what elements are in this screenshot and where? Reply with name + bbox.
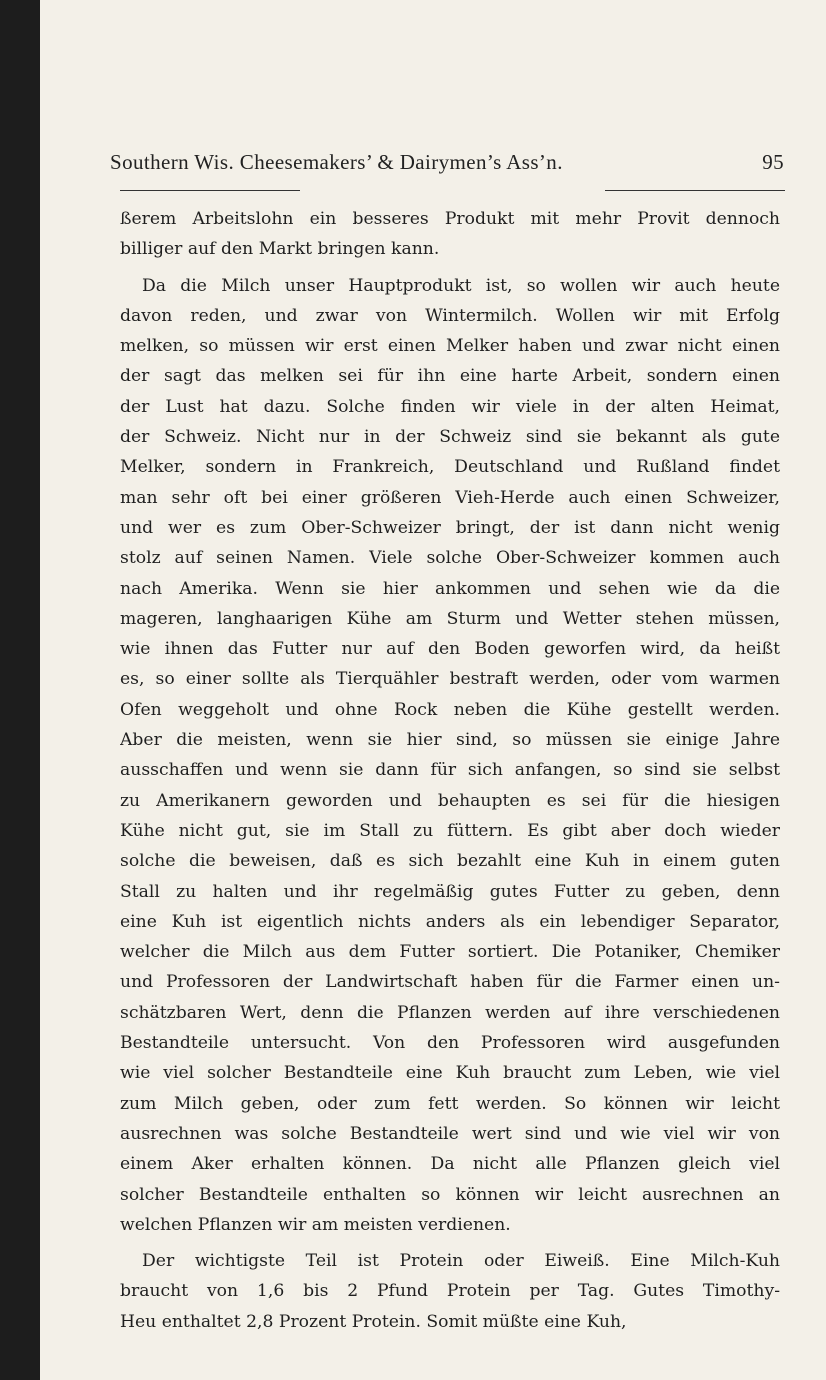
text-line: man sehr oft bei einer größeren Vieh-Herde auch einen Schweizer, — [120, 487, 780, 508]
text-line: melken, so müssen wir erst einen Melker haben und zwar nicht einen — [120, 336, 780, 357]
text-line: nach Amerika. Wenn sie hier ankommen und sehen wie da die — [120, 578, 780, 599]
text-line: solche die beweisen, daß es sich bezahlt eine Kuh in einem guten — [120, 851, 780, 872]
text-line: davon reden, und zwar von Wintermilch. Wollen wir mit Erfolg — [120, 305, 780, 326]
text-line: zum Milch geben, oder zum fett werden. So können wir leicht — [120, 1093, 780, 1114]
text-line: es, so einer sollte als Tierquähler bestraft werden, oder vom warmen — [120, 669, 780, 690]
text-line: Aber die meisten, wenn sie hier sind, so müssen sie einige Jahre — [120, 730, 780, 751]
text-line: Heu enthaltet 2,8 Prozent Protein. Somit müßte eine Kuh, — [120, 1311, 627, 1332]
text-line: Stall zu halten und ihr regelmäßig gutes Futter zu geben, denn — [120, 881, 780, 902]
text-line: wie viel solcher Bestandteile eine Kuh braucht zum Leben, wie viel — [120, 1063, 780, 1084]
text-line: billiger auf den Markt bringen kann. — [120, 239, 440, 260]
header-rule-left — [120, 190, 300, 191]
header-rule-right — [605, 190, 785, 191]
text-line: ausschaffen und wenn sie dann für sich anfangen, so sind sie selbst — [120, 760, 780, 781]
text-line: welcher die Milch aus dem Futter sortiert. Die Potaniker, Chemiker — [120, 942, 780, 963]
text-line: der sagt das melken sei für ihn eine harte Arbeit, sondern einen — [120, 366, 780, 387]
text-line: Ofen weggeholt und ohne Rock neben die Kühe gestellt werden. — [120, 699, 780, 720]
text-line: Da die Milch unser Hauptprodukt ist, so wollen wir auch heute — [142, 275, 780, 296]
text-line: wie ihnen das Futter nur auf den Boden geworfen wird, da heißt — [120, 639, 780, 660]
page-number: 95 — [762, 150, 784, 174]
text-line: stolz auf seinen Namen. Viele solche Ober-Schweizer kommen auch — [120, 548, 780, 569]
paragraph — [120, 1246, 780, 1337]
paragraph — [120, 204, 780, 265]
text-line: ßerem Arbeitslohn ein besseres Produkt mit mehr Provit dennoch — [120, 209, 780, 229]
text-line: zu Amerikanern geworden und behaupten es sei für die hiesigen — [120, 790, 780, 811]
running-header — [110, 150, 784, 180]
text-line: welchen Pflanzen wir am meisten verdienen. — [120, 1214, 511, 1235]
text-line: Der wichtigste Teil ist Protein oder Eiweiß. Eine Milch-Kuh — [142, 1251, 780, 1272]
text-line: und wer es zum Ober-Schweizer bringt, der ist dann nicht wenig — [120, 517, 780, 538]
text-line: braucht von 1,6 bis 2 Pfund Protein per Tag. Gutes Timothy- — [120, 1281, 780, 1302]
body-text — [120, 204, 780, 1337]
text-line: mageren, langhaarigen Kühe am Sturm und Wetter stehen müssen, — [120, 608, 780, 629]
text-line: Kühe nicht gut, sie im Stall zu füttern. Es gibt aber doch wieder — [120, 820, 780, 841]
text-line: schätzbaren Wert, denn die Pflanzen werden auf ihre verschiedenen — [120, 1002, 780, 1023]
text-line: eine Kuh ist eigentlich nichts anders als ein lebendiger Separator, — [120, 911, 780, 932]
text-line: und Professoren der Landwirtschaft haben für die Farmer einen un- — [120, 972, 780, 993]
text-line: einem Aker erhalten können. Da nicht alle Pflanzen gleich viel — [120, 1154, 780, 1175]
book-binding-edge — [0, 0, 40, 1380]
text-line: der Lust hat dazu. Solche finden wir viele in der alten Heimat, — [120, 396, 780, 417]
paragraph — [120, 271, 780, 1241]
text-line: solcher Bestandteile enthalten so können wir leicht ausrechnen an — [120, 1184, 780, 1205]
text-line: Bestandteile untersucht. Von den Professoren wird ausgefunden — [120, 1033, 780, 1054]
header-title: Southern Wis. Cheesemakers’ & Dairymen’s Ass’n. — [110, 150, 563, 174]
text-line: der Schweiz. Nicht nur in der Schweiz sind sie bekannt als gute — [120, 427, 780, 448]
text-line: ausrechnen was solche Bestandteile wert sind und wie viel wir von — [120, 1123, 780, 1144]
text-line: Melker, sondern in Frankreich, Deutschland und Rußland findet — [120, 457, 780, 478]
